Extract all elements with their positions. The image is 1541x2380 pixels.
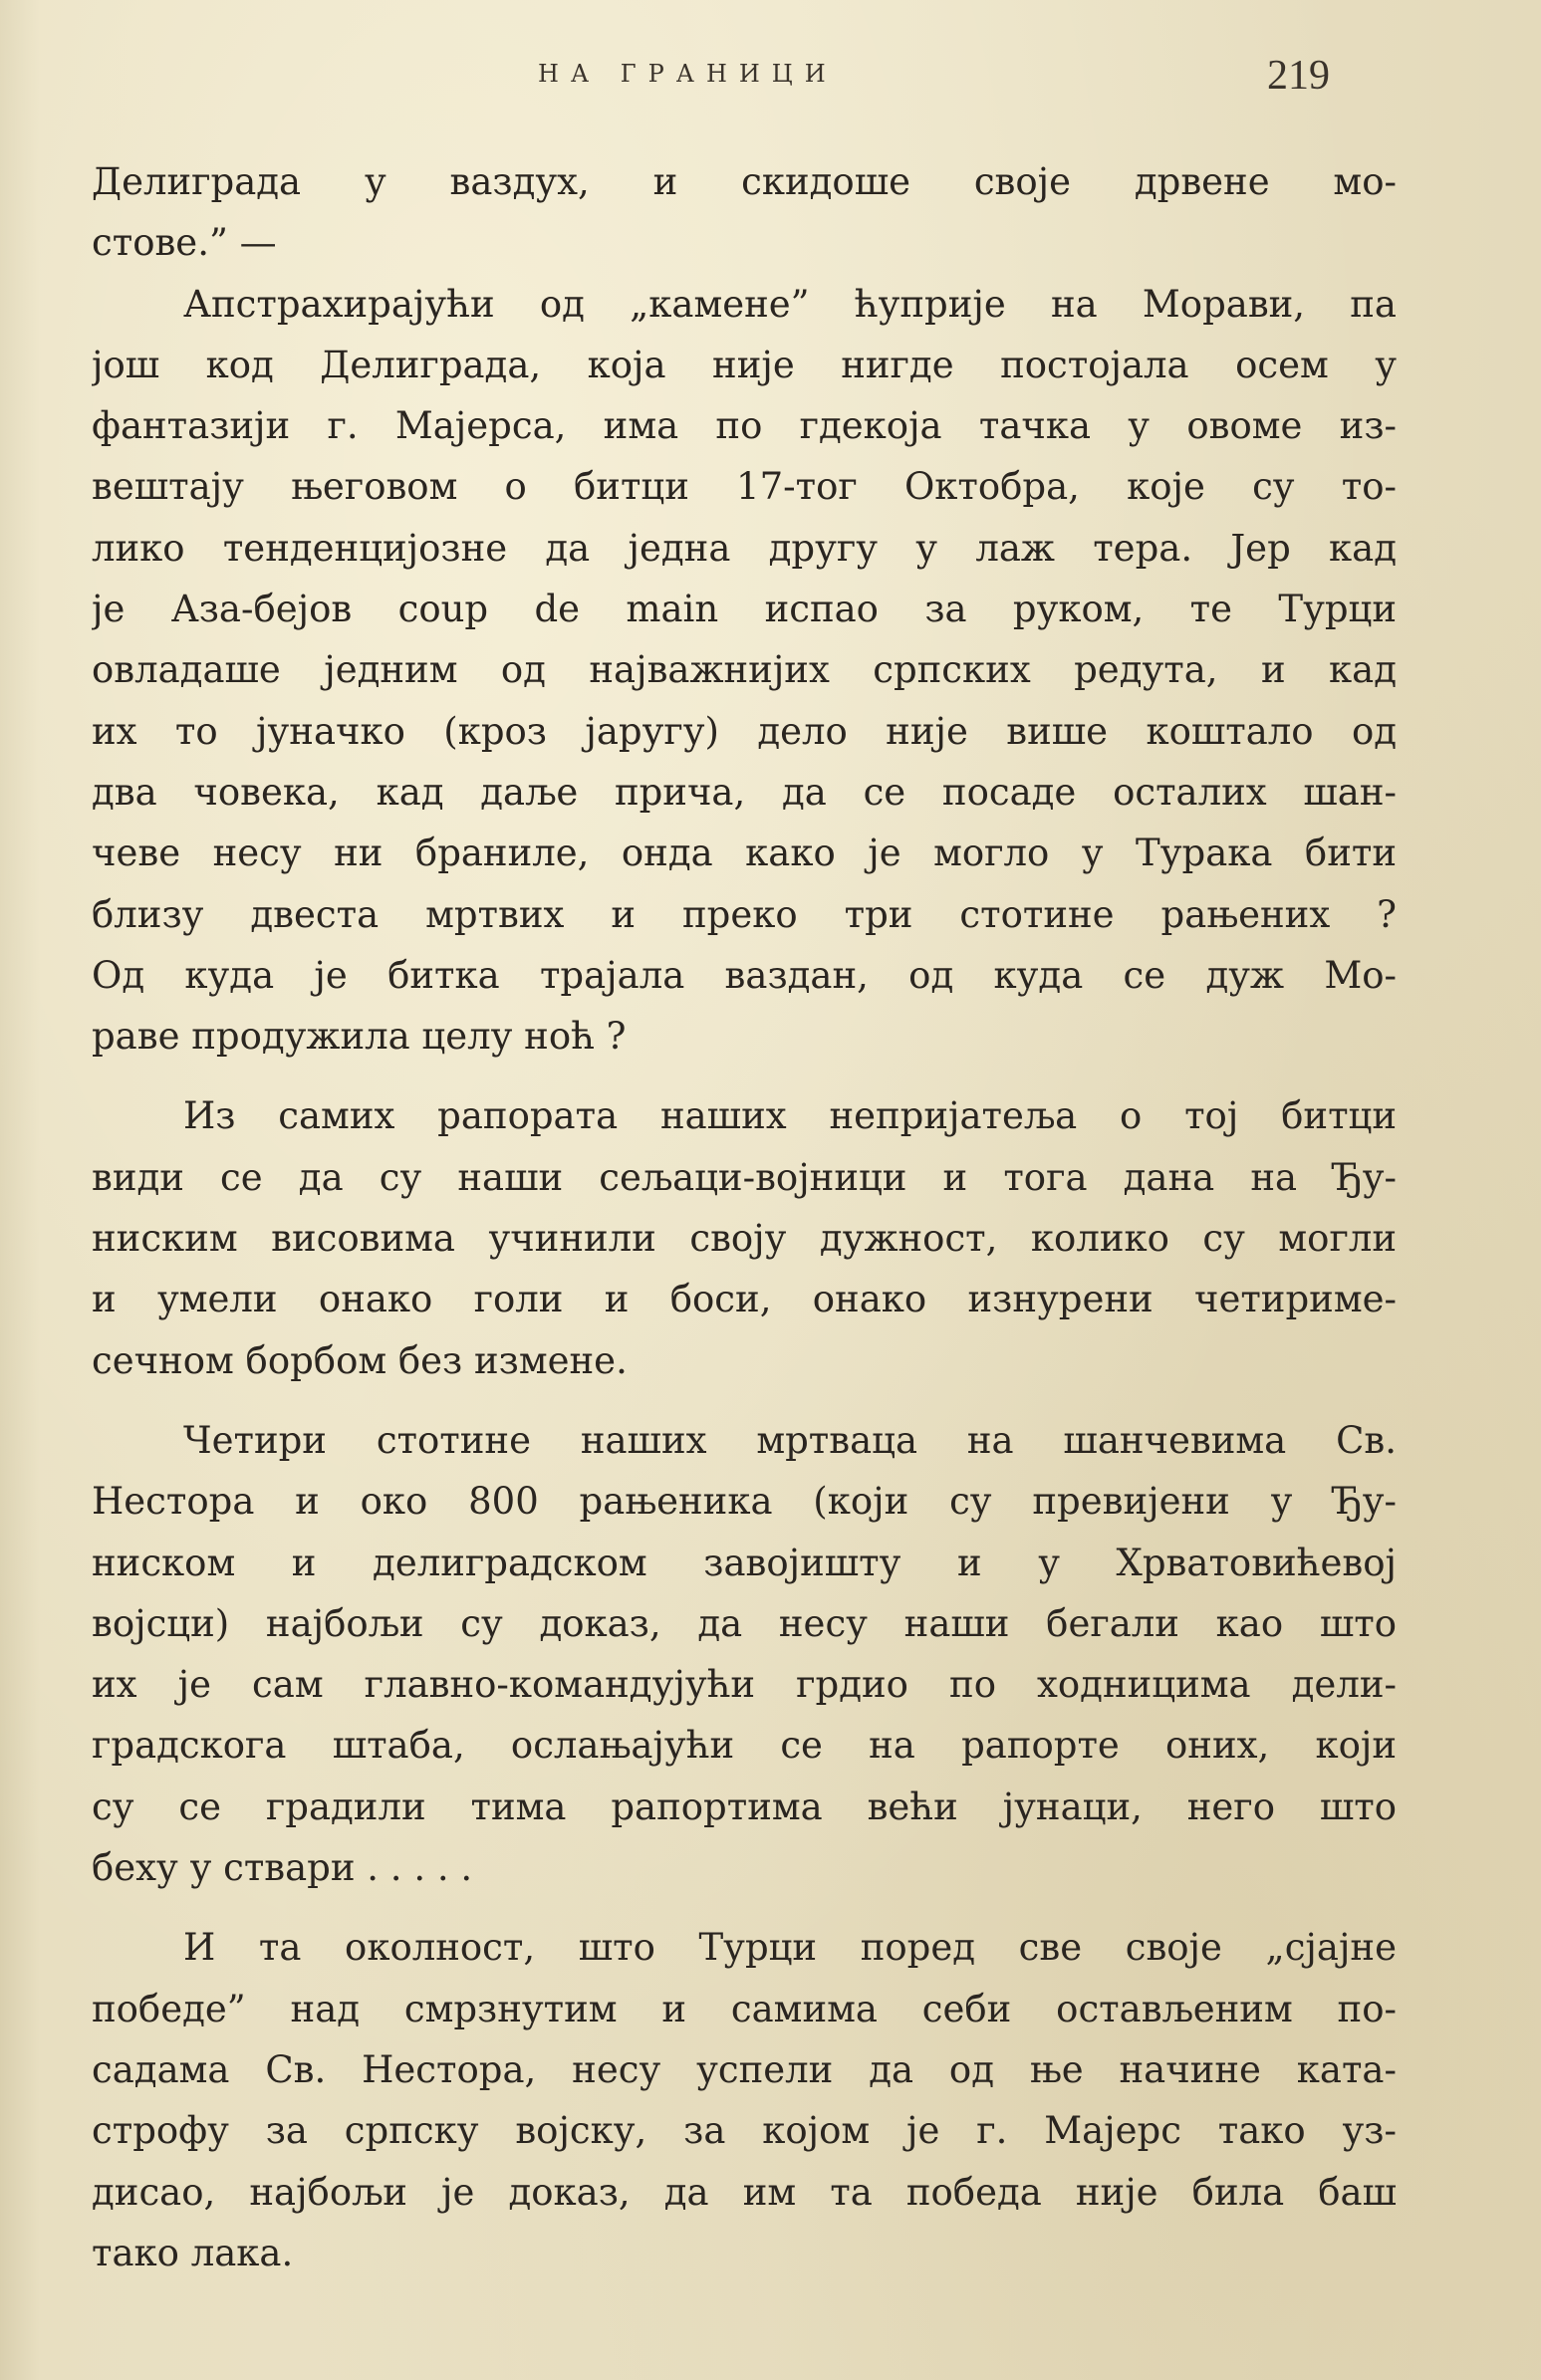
text-line: Апстрахирајући од „камене” ћуприје на Морави, па xyxy=(183,282,1397,326)
body-text xyxy=(92,151,1397,2283)
paragraph xyxy=(92,151,1397,274)
text-line: садама Св. Нестора, несу успели да од ње начине ката- xyxy=(92,2047,1397,2091)
text-line: близу двеста мртвих и преко три стотине рањених ? xyxy=(92,892,1397,936)
text-line: их је сам главно-командујући грдио по ходницима дели- xyxy=(92,1663,1397,1707)
text-line: градскога штаба, ослањајући се на рапорте оних, који xyxy=(92,1724,1397,1768)
text-line: и умели онако голи и боси, онако изнурени четириме- xyxy=(92,1278,1397,1321)
text-line: два човека, кад даље прича, да се посаде осталих шан- xyxy=(92,770,1397,814)
text-line: Од куда је битка трајала ваздан, од куда се дуж Мо- xyxy=(92,953,1397,997)
text-line: строфу за српску војску, за којом је г. Мајерс тако уз- xyxy=(92,2109,1397,2153)
text-line: победе” над смрзнутим и самима себи остављеним по- xyxy=(92,1987,1397,2030)
text-line: их то јуначко (кроз јаругу) дело није више коштало од xyxy=(92,709,1397,753)
text-line: фантазији г. Мајерса, има по гдекоја тачка у овоме из- xyxy=(92,404,1397,448)
text-line: овладаше једним од најважнијих српских редута, и кад xyxy=(92,648,1397,692)
text-line: још код Делиграда, која није нигде постојала осем у xyxy=(92,343,1397,386)
running-title: НА ГРАНИЦИ xyxy=(538,60,838,88)
text-line: Из самих рапората наших непријатеља о тој битци xyxy=(183,1094,1397,1138)
text-line: војсци) најбољи су доказ, да несу наши бегали као што xyxy=(92,1601,1397,1645)
paragraph xyxy=(92,1085,1397,1390)
text-line: чеве несу ни браниле, онда како је могло у Турака бити xyxy=(92,832,1397,875)
page-number: 219 xyxy=(1267,53,1330,99)
paragraph xyxy=(92,1917,1397,2283)
paragraph xyxy=(92,1410,1397,1898)
text-line: И та околност, што Турци поред све своје „сјајне xyxy=(183,1926,1397,1970)
text-line: види се да су наши сељаци-војници и тога дана на Ђу- xyxy=(92,1155,1397,1199)
text-line: беху у ствари . . . . . xyxy=(92,1846,473,1890)
running-head xyxy=(0,52,1541,112)
text-line: су се градили тима рапортима већи јунаци, него што xyxy=(92,1785,1397,1828)
text-line: раве продужила целу ноћ ? xyxy=(92,1015,627,1059)
text-line: стове.” — xyxy=(92,221,277,265)
text-line: Делиграда у ваздух, и скидоше своје дрвене мо- xyxy=(92,160,1397,203)
text-line: лико тенденцијозне да једна другу у лаж тера. Јер кад xyxy=(92,526,1397,570)
text-line: вештају његовом о битци 17-тог Октобра, које су то- xyxy=(92,465,1397,509)
text-line: ниском и делиградском завојишту и у Хрватовићевој xyxy=(92,1541,1397,1584)
text-line: је Аза-бејов coup de main испао за руком, те Турци xyxy=(92,588,1397,631)
paragraph xyxy=(92,274,1397,1068)
text-line: Нестора и око 800 рањеника (који су превијени у Ђу- xyxy=(92,1480,1397,1524)
text-line: тако лака. xyxy=(92,2231,294,2274)
text-line: дисао, најбољи је доказ, да им та победа није била баш xyxy=(92,2170,1397,2214)
text-line: Четири стотине наших мртваца на шанчевима Св. xyxy=(183,1418,1397,1462)
text-line: сечном борбом без измене. xyxy=(92,1338,628,1382)
text-line: ниским висовима учинили своју дужност, колико су могли xyxy=(92,1217,1397,1261)
